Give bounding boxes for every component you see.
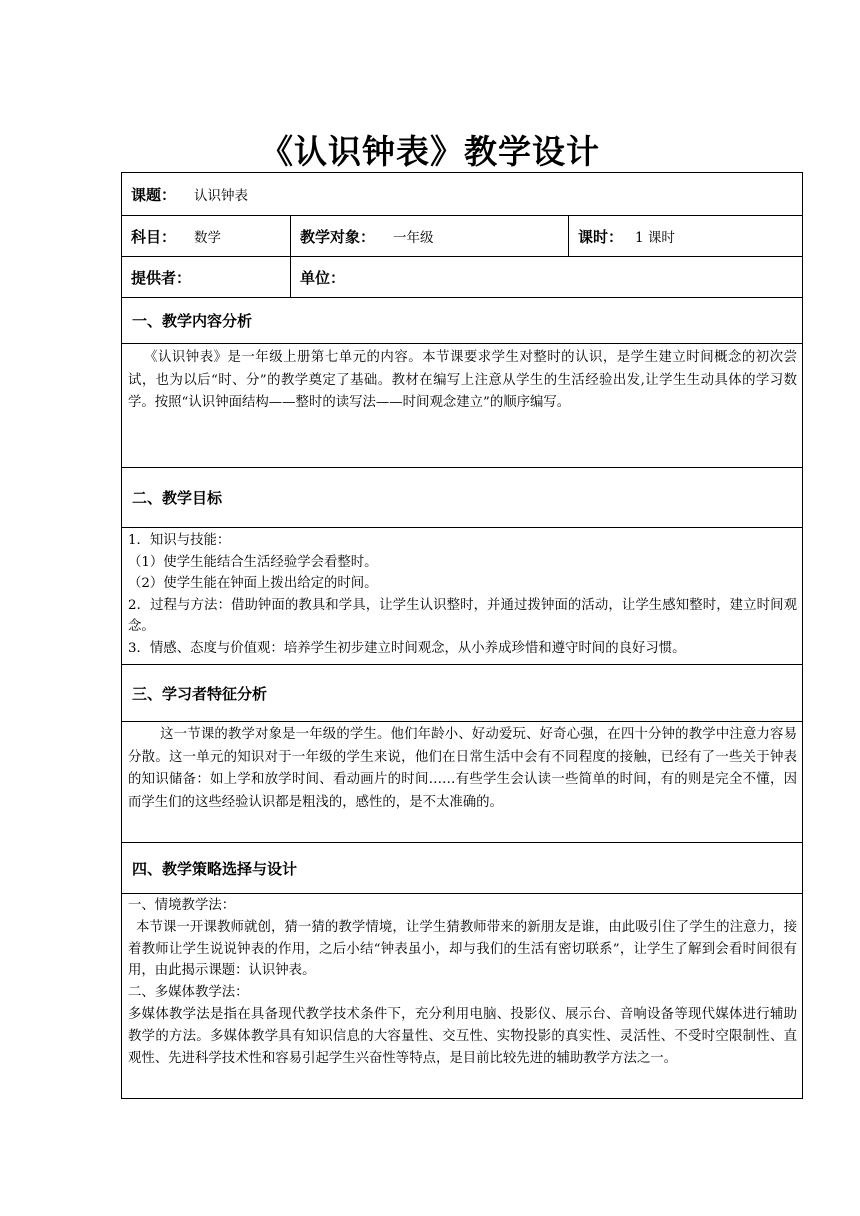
audience-value: 一年级 — [393, 230, 434, 246]
subject-row — [122, 216, 803, 257]
strategy-line: 二、多媒体教学法： — [128, 985, 249, 1001]
learner-body — [122, 722, 803, 842]
strategy-line: 一、情境教学法： — [128, 898, 236, 913]
content-analysis-body — [122, 344, 803, 467]
learner-paragraph: 这一节课的教学对象是一年级的学生。他们年龄小、好动爱玩、好奇心强，在四十分钟的教学中注意力容易分散。这一单元的知识对于一年级的学生来说，他们在日常生活中会有不同程度的接触，已经有了一些关于钟表的知识储备：如上学和放学时间、看动画片的时间……有些学生会认读一些简单的时间，有的则是完全不懂，因而学生们的这些经验认识都是粗浅的，感性的，是不太准确的。 — [128, 727, 797, 810]
goals-line: 3．情感、态度与价值观：培养学生初步建立时间观念，从小养成珍惜和遵守时间的良好习惯。 — [128, 640, 686, 656]
learner-heading-row — [122, 665, 803, 722]
content-analysis-heading-row — [122, 298, 803, 344]
strategy-heading: 四、教学策略选择与设计 — [122, 843, 803, 893]
content-analysis-paragraph: 《认识钟表》是一年级上册第七单元的内容。本节课要求学生对整时的认识，是学生建立时间概念的初次尝试，也为以后“时、分”的教学奠定了基础。教材在编写上注意从学生的生活经验出发,让学生生动具体的学习数学。按照“认识钟面结构——整时的读写法——时间观念建立”的顺序编写。 — [128, 350, 797, 410]
goals-heading-row — [122, 468, 803, 528]
strategy-heading-row — [122, 843, 803, 894]
subject-label: 科目： — [131, 227, 177, 246]
subject-value: 数学 — [194, 230, 222, 246]
lesson-plan-table — [121, 172, 803, 1099]
audience-cell — [291, 216, 569, 256]
goals-line: 1．知识与技能： — [128, 533, 231, 548]
strategy-body-row — [122, 894, 803, 1099]
strategy-line: 多媒体教学法是指在具备现代教学技术条件下，充分利用电脑、投影仪、展示台、音响设备等现代媒体进行辅助教学的方法。多媒体教学具有知识信息的大容量性、交互性、实物投影的真实性、灵活性、不受时空限制性、直观性、先进科学技术性和容易引起学生兴奋性等特点，是目前比较先进的辅助教学方法之一。 — [128, 1006, 797, 1066]
unit-label: 单位： — [300, 268, 346, 287]
strategy-line: 本节课一开课教师就创，猜一猜的教学情境，让学生猜教师带来的新朋友是谁，由此吸引住了学生的注意力，接着教师让学生说说钟表的作用，之后小结“钟表虽小，却与我们的生活有密切联系”，让学生了解到会看时间很有用，由此揭示课题：认识钟表。 — [128, 919, 797, 979]
topic-label: 课题： — [131, 185, 177, 204]
hours-label: 课时： — [578, 227, 624, 246]
content-analysis-body-row — [122, 344, 803, 468]
goals-line: （1）使学生能结合生活经验学会看整时。 — [128, 554, 378, 570]
subject-cell — [122, 216, 291, 256]
goals-line: 2．过程与方法：借助钟面的教具和学具，让学生认识整时，并通过拨钟面的活动，让学生感知整时，建立时间观念。 — [128, 597, 797, 635]
topic-value: 认识钟表 — [194, 188, 249, 204]
audience-label: 教学对象： — [300, 227, 376, 246]
goals-body-row — [122, 528, 803, 665]
hours-value: 1 课时 — [635, 230, 675, 246]
learner-heading: 三、学习者特征分析 — [122, 665, 803, 721]
learner-body-row — [122, 722, 803, 843]
hours-cell — [569, 216, 803, 256]
goals-heading: 二、教学目标 — [122, 468, 803, 527]
topic-row — [122, 173, 803, 216]
content-analysis-heading: 一、教学内容分析 — [122, 298, 803, 343]
provider-label: 提供者： — [131, 268, 192, 287]
document-title: 《认识钟表》教学设计 — [260, 132, 600, 171]
goals-body — [122, 528, 803, 664]
goals-line: （2）使学生能在钟面上拨出给定的时间。 — [128, 576, 378, 592]
provider-cell — [122, 257, 291, 297]
strategy-body — [122, 894, 803, 1098]
provider-row — [122, 257, 803, 298]
unit-cell — [291, 257, 803, 297]
topic-cell — [122, 173, 803, 215]
